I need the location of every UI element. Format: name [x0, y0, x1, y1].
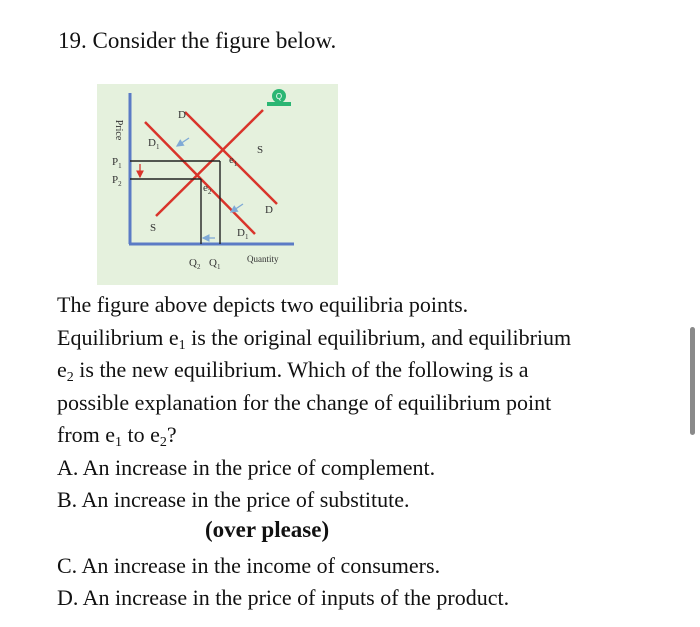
p1-label: $P_1$: [112, 156, 122, 170]
body-line-5: from $e_1$ to $e_2$?: [57, 422, 177, 450]
scrollbar-thumb[interactable]: [690, 327, 695, 435]
price-axis-label: Price: [113, 119, 124, 141]
d-label-top: D: [178, 109, 186, 121]
supply-demand-figure: [97, 84, 338, 285]
s-label-top: S: [257, 144, 264, 156]
e2-label: $e_2$: [203, 182, 212, 196]
over-please-note: (over please): [205, 517, 330, 542]
body-line-4: possible explanation for the change of equilibrium point: [57, 389, 552, 415]
quantity-axis-label: Quantity: [247, 254, 279, 264]
s-label-bottom: S: [150, 222, 157, 234]
body-line-3: $e_2$ is the new equilibrium. Which of the following is a: [57, 357, 529, 385]
q1-label: $Q_1$: [209, 257, 221, 271]
body-line-2: Equilibrium $e_1$ is the original equilibrium, and equilibrium: [57, 324, 572, 353]
d1-label-bottom: $D_1$: [237, 227, 249, 241]
d1-label-top: $D_1$: [148, 137, 160, 151]
p2-label: $P_2$: [112, 174, 122, 188]
body-line-1: The figure above depicts two equilibria points.: [57, 292, 469, 317]
option-c: C. An increase in the income of consumers.: [57, 553, 441, 578]
figure-background: [97, 84, 338, 285]
svg-text:Q: Q: [275, 92, 283, 101]
option-a: A. An increase in the price of complement.: [57, 455, 436, 480]
e1-label: $e_1$: [229, 154, 238, 168]
question-title: 19. Consider the figure below.: [58, 28, 337, 53]
q2-label: $Q_2$: [189, 257, 201, 271]
option-b: B. An increase in the price of substitute.: [57, 487, 410, 512]
option-d: D. An increase in the price of inputs of the product.: [57, 585, 510, 610]
question-body: [57, 289, 677, 452]
d-label-bottom: D: [265, 204, 273, 216]
